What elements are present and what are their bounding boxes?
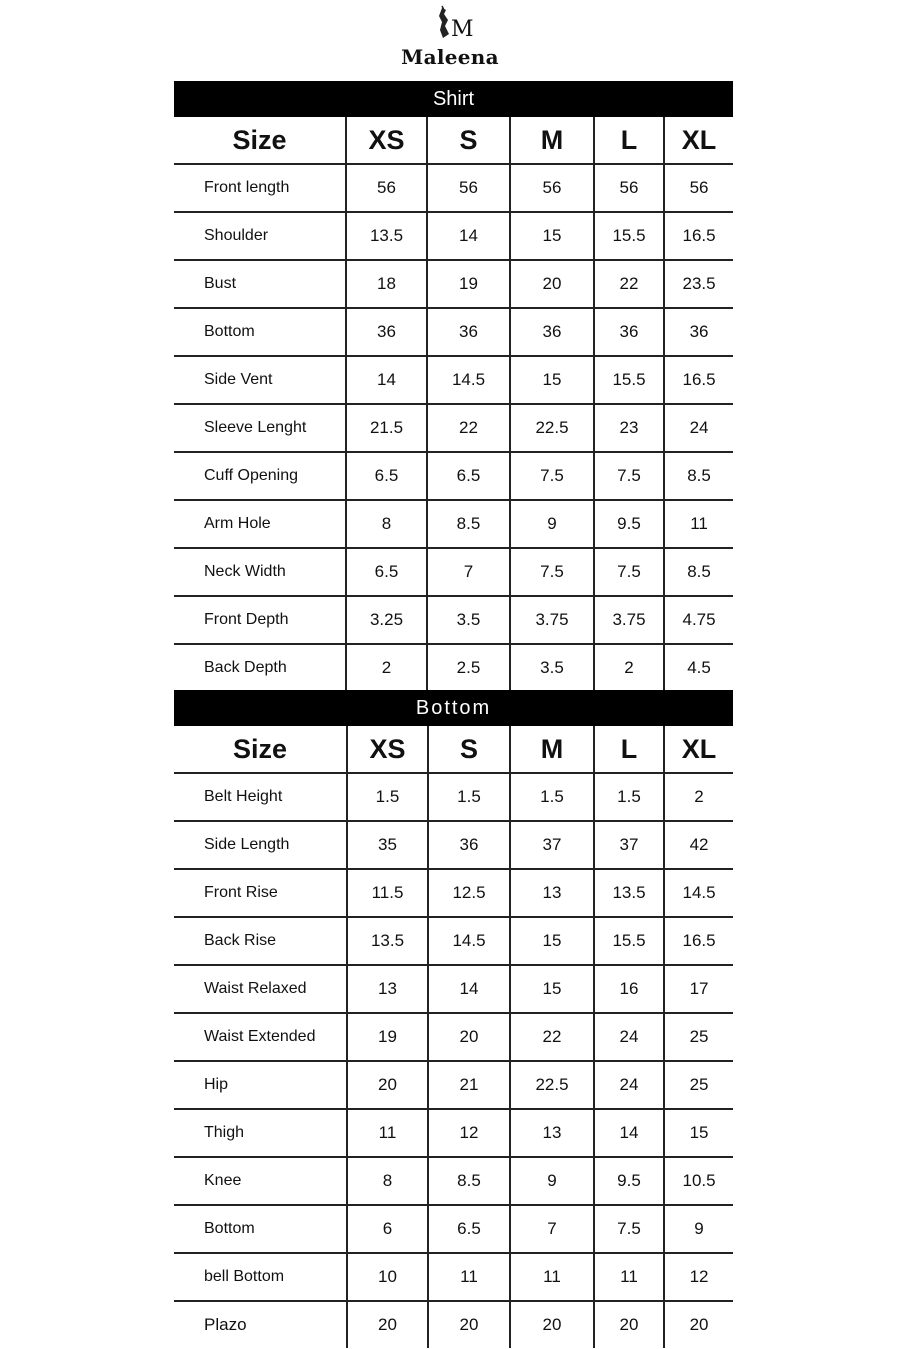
measurement-value: 6 xyxy=(347,1205,428,1253)
measurement-value: 36 xyxy=(427,308,510,356)
measurement-value: 3.75 xyxy=(594,596,664,644)
measurement-value: 8.5 xyxy=(428,1157,510,1205)
measurement-label: Shoulder xyxy=(174,212,346,260)
size-m-header: M xyxy=(510,726,594,773)
measurement-value: 14 xyxy=(427,212,510,260)
measurement-value: 3.25 xyxy=(346,596,427,644)
measurement-value: 13 xyxy=(347,965,428,1013)
measurement-value: 20 xyxy=(347,1301,428,1348)
measurement-value: 14.5 xyxy=(664,869,733,917)
size-l-header: L xyxy=(594,726,664,773)
measurement-value: 11.5 xyxy=(347,869,428,917)
size-header: Size xyxy=(174,726,347,773)
measurement-label: Back Depth xyxy=(204,659,287,676)
measurement-value: 8.5 xyxy=(664,548,733,596)
measurement-label: Side Length xyxy=(174,821,347,869)
measurement-value: 1.5 xyxy=(428,773,510,821)
measurement-value: 36 xyxy=(594,308,664,356)
measurement-value: 13.5 xyxy=(346,212,427,260)
measurement-value: 15 xyxy=(510,965,594,1013)
measurement-value: 7 xyxy=(510,1205,594,1253)
measurement-value: 7.5 xyxy=(594,548,664,596)
measurement-value: 14 xyxy=(346,356,427,404)
measurement-value: 8.5 xyxy=(427,500,510,548)
table-row xyxy=(174,1301,733,1348)
measurement-value: 24 xyxy=(664,404,733,452)
measurement-value: 7.5 xyxy=(594,452,664,500)
measurement-label: Neck Width xyxy=(174,548,346,596)
brand-name: Maleena xyxy=(401,45,499,69)
size-xl-header: XL xyxy=(664,726,733,773)
measurement-value: 20 xyxy=(664,1301,733,1348)
table-row xyxy=(174,1061,733,1109)
measurement-value: 36 xyxy=(346,308,427,356)
measurement-value: 13.5 xyxy=(347,917,428,965)
measurement-value: 16.5 xyxy=(664,212,733,260)
measurement-value: 19 xyxy=(427,260,510,308)
measurement-label: Front length xyxy=(174,164,346,212)
measurement-value: 8 xyxy=(347,1157,428,1205)
measurement-value: 7 xyxy=(427,548,510,596)
measurement-value: 4.5 xyxy=(664,644,733,691)
shirt-header-row xyxy=(174,117,733,164)
measurement-label: Hip xyxy=(174,1061,347,1109)
measurement-label: Bust xyxy=(174,260,346,308)
measurement-value: 25 xyxy=(664,1013,733,1061)
measurement-value: 6.5 xyxy=(428,1205,510,1253)
measurement-value: 9 xyxy=(510,500,594,548)
measurement-value: 1.5 xyxy=(347,773,428,821)
measurement-value: 22 xyxy=(510,1013,594,1061)
measurement-value: 3.5 xyxy=(427,596,510,644)
bottom-section-title: Bottom xyxy=(174,690,733,726)
measurement-value: 16 xyxy=(594,965,664,1013)
measurement-value: 20 xyxy=(428,1013,510,1061)
measurement-value: 23 xyxy=(594,404,664,452)
measurement-label: Cuff Opening xyxy=(174,452,346,500)
measurement-value: 2 xyxy=(594,644,664,691)
measurement-value: 56 xyxy=(594,164,664,212)
measurement-value: 13.5 xyxy=(594,869,664,917)
measurement-label: Front Depth xyxy=(174,596,346,644)
measurement-value: 22.5 xyxy=(510,1061,594,1109)
measurement-value: 21 xyxy=(428,1061,510,1109)
measurement-label: Back Rise xyxy=(174,917,347,965)
measurement-value: 15.5 xyxy=(594,356,664,404)
measurement-value: 2.5 xyxy=(427,644,510,691)
table-row xyxy=(174,500,733,548)
measurement-label: bell Bottom xyxy=(174,1253,347,1301)
measurement-value: 25 xyxy=(664,1061,733,1109)
measurement-value: 14 xyxy=(428,965,510,1013)
measurement-value: 9.5 xyxy=(594,500,664,548)
measurement-value: 13 xyxy=(510,1109,594,1157)
size-s-header: S xyxy=(428,726,510,773)
table-row xyxy=(174,404,733,452)
table-row xyxy=(174,212,733,260)
logo-mark xyxy=(0,4,900,42)
measurement-value: 1.5 xyxy=(594,773,664,821)
measurement-label: Waist Relaxed xyxy=(174,965,347,1013)
measurement-value: 7.5 xyxy=(594,1205,664,1253)
measurement-value: 8.5 xyxy=(664,452,733,500)
measurement-label: Belt Height xyxy=(174,773,347,821)
measurement-value: 22.5 xyxy=(510,404,594,452)
table-row xyxy=(174,1205,733,1253)
table-row xyxy=(174,773,733,821)
table-row xyxy=(174,1253,733,1301)
measurement-value: 14 xyxy=(594,1109,664,1157)
measurement-value: 1.5 xyxy=(510,773,594,821)
measurement-value: 9 xyxy=(664,1205,733,1253)
measurement-value: 7.5 xyxy=(510,548,594,596)
measurement-value: 6.5 xyxy=(346,452,427,500)
table-row xyxy=(174,308,733,356)
dress-form-icon xyxy=(430,4,474,42)
measurement-value: 7.5 xyxy=(510,452,594,500)
shirt-size-table xyxy=(174,81,733,691)
measurement-value: 11 xyxy=(428,1253,510,1301)
measurement-value: 20 xyxy=(347,1061,428,1109)
table-row xyxy=(174,1109,733,1157)
measurement-value: 15.5 xyxy=(594,917,664,965)
measurement-value: 12.5 xyxy=(428,869,510,917)
measurement-label: Thigh xyxy=(174,1109,347,1157)
measurement-value: 8 xyxy=(346,500,427,548)
measurement-value: 37 xyxy=(594,821,664,869)
measurement-value: 36 xyxy=(510,308,594,356)
measurement-value: 3.75 xyxy=(510,596,594,644)
measurement-label: Bottom xyxy=(174,1205,347,1253)
measurement-value: 18 xyxy=(346,260,427,308)
measurement-value: 56 xyxy=(346,164,427,212)
measurement-label: Side Vent xyxy=(174,356,346,404)
measurement-value: 12 xyxy=(664,1253,733,1301)
measurement-value: 56 xyxy=(664,164,733,212)
size-xs-header: XS xyxy=(347,726,428,773)
size-header: Size xyxy=(174,117,346,164)
measurement-value: 11 xyxy=(510,1253,594,1301)
table-row xyxy=(174,452,733,500)
measurement-value: 56 xyxy=(510,164,594,212)
measurement-value: 36 xyxy=(664,308,733,356)
measurement-value: 15 xyxy=(510,917,594,965)
bottom-header-row xyxy=(174,726,733,773)
table-row xyxy=(174,644,733,691)
measurement-value: 15 xyxy=(664,1109,733,1157)
measurement-value: 35 xyxy=(347,821,428,869)
measurement-value: 16.5 xyxy=(664,356,733,404)
measurement-value: 24 xyxy=(594,1061,664,1109)
measurement-value: 22 xyxy=(427,404,510,452)
measurement-value: 2 xyxy=(346,644,427,691)
size-xl-header: XL xyxy=(664,117,733,164)
measurement-value: 9.5 xyxy=(594,1157,664,1205)
table-row xyxy=(174,917,733,965)
measurement-label: Plazo xyxy=(204,1315,247,1334)
table-row xyxy=(174,1157,733,1205)
measurement-label: Sleeve Lenght xyxy=(174,404,346,452)
measurement-value: 15 xyxy=(510,356,594,404)
measurement-value: 4.75 xyxy=(664,596,733,644)
measurement-value: 15 xyxy=(510,212,594,260)
size-m-header: M xyxy=(510,117,594,164)
measurement-value: 56 xyxy=(427,164,510,212)
measurement-value: 10.5 xyxy=(664,1157,733,1205)
table-row xyxy=(174,164,733,212)
measurement-value: 6.5 xyxy=(346,548,427,596)
bottom-size-table xyxy=(174,690,733,1348)
measurement-value: 20 xyxy=(428,1301,510,1348)
table-row xyxy=(174,1013,733,1061)
size-l-header: L xyxy=(594,117,664,164)
measurement-value: 6.5 xyxy=(427,452,510,500)
measurement-label: Bottom xyxy=(174,308,346,356)
measurement-value: 22 xyxy=(594,260,664,308)
measurement-label: Arm Hole xyxy=(174,500,346,548)
table-row xyxy=(174,260,733,308)
measurement-value: 20 xyxy=(594,1301,664,1348)
measurement-label: Front Rise xyxy=(174,869,347,917)
table-row xyxy=(174,596,733,644)
brand-logo xyxy=(0,4,900,69)
measurement-value: 21.5 xyxy=(346,404,427,452)
measurement-value: 11 xyxy=(347,1109,428,1157)
table-row xyxy=(174,869,733,917)
size-xs-header: XS xyxy=(346,117,427,164)
measurement-value: 17 xyxy=(664,965,733,1013)
table-row xyxy=(174,965,733,1013)
measurement-label: Waist Extended xyxy=(174,1013,347,1061)
shirt-table-body xyxy=(174,81,733,691)
measurement-value: 9 xyxy=(510,1157,594,1205)
table-row xyxy=(174,356,733,404)
measurement-value: 11 xyxy=(664,500,733,548)
measurement-value: 14.5 xyxy=(428,917,510,965)
measurement-value: 16.5 xyxy=(664,917,733,965)
measurement-value: 13 xyxy=(510,869,594,917)
measurement-value: 42 xyxy=(664,821,733,869)
measurement-value: 37 xyxy=(510,821,594,869)
measurement-value: 20 xyxy=(510,1301,594,1348)
logo-letter: M xyxy=(451,17,474,42)
measurement-value: 23.5 xyxy=(664,260,733,308)
shirt-section-title: Shirt xyxy=(174,81,733,117)
measurement-value: 2 xyxy=(664,773,733,821)
measurement-label: Knee xyxy=(174,1157,347,1205)
bottom-table-body xyxy=(174,690,733,1348)
measurement-value: 36 xyxy=(428,821,510,869)
measurement-value: 12 xyxy=(428,1109,510,1157)
measurement-value: 20 xyxy=(510,260,594,308)
measurement-value: 15.5 xyxy=(594,212,664,260)
measurement-value: 10 xyxy=(347,1253,428,1301)
measurement-value: 11 xyxy=(594,1253,664,1301)
table-row xyxy=(174,548,733,596)
measurement-value: 14.5 xyxy=(427,356,510,404)
table-row xyxy=(174,821,733,869)
measurement-value: 19 xyxy=(347,1013,428,1061)
measurement-value: 3.5 xyxy=(510,644,594,691)
measurement-value: 24 xyxy=(594,1013,664,1061)
size-s-header: S xyxy=(427,117,510,164)
